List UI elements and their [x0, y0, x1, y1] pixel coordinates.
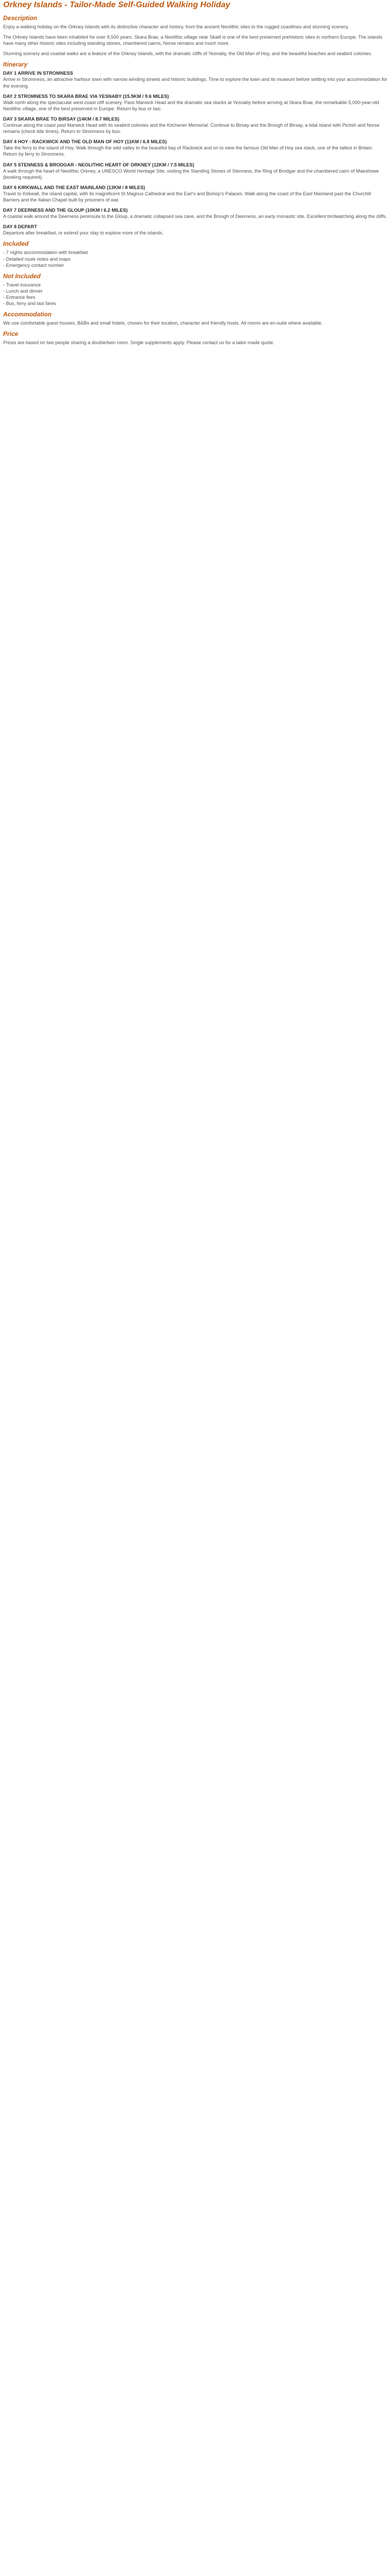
section-heading: Accommodation — [3, 311, 52, 318]
item-list — [3, 249, 388, 268]
list-item: - Emergency contact number — [3, 262, 388, 268]
day-heading: DAY 7 DEERNESS AND THE GLOUP (10KM / 6.2 MILES) — [3, 208, 128, 213]
section-heading: Price — [3, 330, 19, 338]
day-description: A walk through the heart of Neolithic Orkney, a UNESCO World Heritage Site, visiting the Standing Stones of Stenness, the Ring of Brodgar and the chambered cairn of Maeshowe (booking required). — [3, 168, 379, 180]
day-description: Continue along the coast past Marwick Head with its seabird colonies and the Kitchener Memorial. Continue to Birsay and the Brough of Birsay, a tidal island with Pictish and Norse remains (check tide times). Return to Stromness by bus. — [3, 123, 380, 134]
list-item: - Lunch and dinner — [3, 288, 388, 294]
day-description: A coastal walk around the Deerness peninsula to the Gloup, a dramatic collapsed sea cave, and the Brough of Deerness, an early monastic site. Excellent birdwatching along the cliffs. — [3, 214, 387, 219]
paragraph: The Orkney Islands have been inhabited for over 8,500 years. Skara Brae, a Neolithic village near Skaill is one of the best preserved prehistoric sites in northern Europe. The islands have many other historic sites including standing stones, chambered cairns, Norse remains and much more. — [3, 35, 383, 46]
paragraph: Prices are based on two people sharing a double/twin room. Single supplements apply. Please contact us for a tailor-made quote. — [3, 340, 274, 346]
day-description: Departure after breakfast, or extend your stay to explore more of the islands. — [3, 230, 164, 236]
day-description: Arrive in Stromness, an attractive harbour town with narrow winding streets and historic buildings. Time to explore the town and its museum before settling into your accommodation for the evening. — [3, 77, 387, 89]
section-heading: Description — [3, 14, 38, 22]
day-heading: DAY 1 ARRIVE IN STROMNESS — [3, 71, 73, 76]
item-list — [3, 282, 388, 307]
section-heading: Itinerary — [3, 61, 28, 69]
list-item: - Travel insurance — [3, 282, 388, 288]
day-description: Travel to Kirkwall, the island capital, with its magnificent St Magnus Cathedral and the Earl's and Bishop's Palaces. Walk along the coast of the East Mainland past the Churchill Barriers and the Italian Chapel built by prisoners of war. — [3, 191, 371, 202]
section-heading: Not Included — [3, 272, 41, 280]
paragraph: We use comfortable guest houses, B&Bs and small hotels, chosen for their location, character and friendly hosts. All rooms are en-suite where available. — [3, 320, 323, 326]
day-description: Walk north along the spectacular west coast cliff scenery. Pass Marwick Head and the dramatic sea stacks at Yesnaby before arriving at Skara Brae, the remarkable 5,000-year-old Neolithic village, one of the best preserved in Europe. Return by bus or taxi. — [3, 99, 379, 111]
list-item: - Entrance fees — [3, 294, 388, 300]
paragraph: Stunning scenery and coastal walks are a feature of the Orkney Islands, with the dramatic cliffs of Yesnaby, the Old Man of Hoy, and the beautiful beaches and seabird colonies. — [3, 51, 372, 57]
day-heading: DAY 8 DEPART — [3, 224, 37, 230]
day-heading: DAY 4 HOY - RACKWICK AND THE OLD MAN OF HOY (11KM / 6.8 MILES) — [3, 139, 167, 145]
day-heading: DAY 6 KIRKWALL AND THE EAST MAINLAND (13KM / 8 MILES) — [3, 184, 145, 190]
list-item: - 7 nights accommodation with breakfast — [3, 249, 388, 256]
section-heading: Included — [3, 240, 29, 248]
paragraph: Enjoy a walking holiday on the Orkney Islands with its distinctive character and history, from the ancient Neolithic sites to the rugged coastlines and stunning scenery. — [3, 24, 349, 29]
main-content — [3, 14, 388, 346]
day-heading: DAY 2 STROMNESS TO SKARA BRAE VIA YESNABY (15.5KM / 9.6 MILES) — [3, 93, 169, 99]
page-title: Orkney Islands - Tailor-Made Self-Guided Walking Holiday — [3, 1, 231, 9]
day-heading: DAY 3 SKARA BRAE TO BIRSAY (14KM / 8.7 MILES) — [3, 116, 120, 122]
day-heading: DAY 5 STENNESS & BRODGAR - NEOLITHIC HEART OF ORKNEY (12KM / 7.5 MILES) — [3, 162, 194, 167]
day-description: Take the ferry to the island of Hoy. Walk through the wild valley to the beautiful bay of Rackwick and on to view the famous Old Man of Hoy sea stack, one of the tallest in Britain. Return by ferry to Stromness. — [3, 145, 373, 157]
list-item: - Bus, ferry and taxi fares — [3, 300, 388, 307]
page — [0, 0, 391, 358]
list-item: - Detailed route notes and maps — [3, 256, 388, 262]
